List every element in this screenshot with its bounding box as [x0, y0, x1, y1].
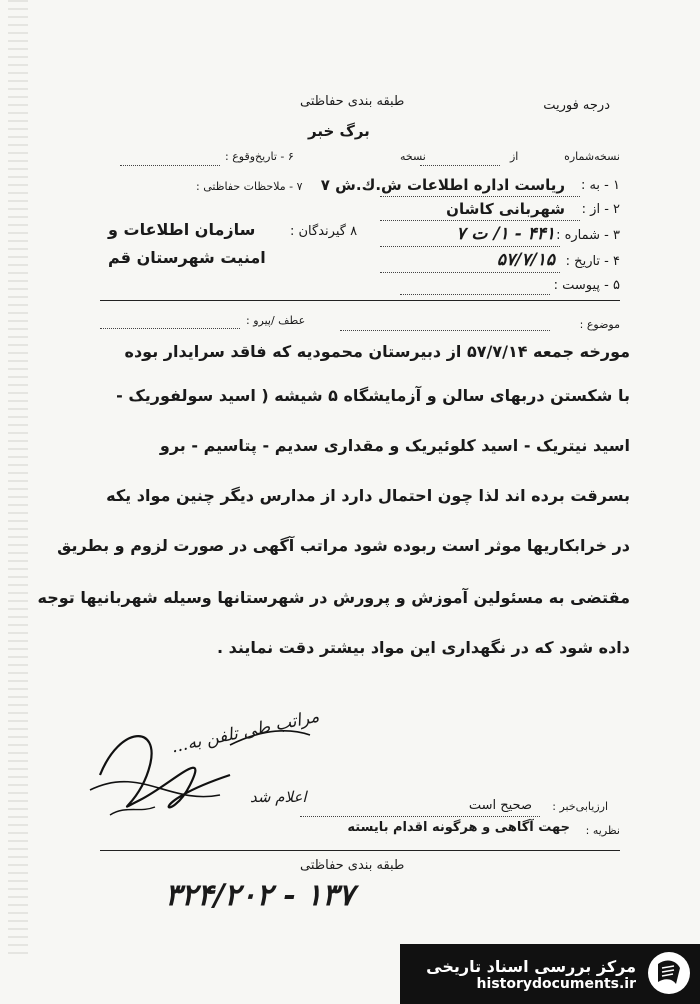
- eval-value: صحیح است: [468, 798, 532, 813]
- eval-line: [300, 816, 540, 817]
- to-label: ۱ - به :: [580, 178, 620, 193]
- binder-holes: [8, 0, 28, 960]
- from-value: شهربانی کاشان: [446, 200, 565, 218]
- banner-title: مرکز بررسی اسناد تاریخی: [426, 956, 636, 976]
- header-separator: [100, 300, 620, 301]
- body-line-6: مقتضی به مسئولین آموزش و پرورش در شهرستانها وسیله شهربانیها توجه: [37, 588, 630, 607]
- number-line: [380, 246, 560, 247]
- opinion-label: نظریه :: [585, 824, 620, 837]
- copy-word: نسخه: [400, 150, 426, 163]
- date-value: ۵۷/۷/۱۵: [496, 250, 555, 270]
- eval-label: ارزیابی‌خبر :: [552, 800, 608, 813]
- date-occurrence-line: [120, 165, 220, 166]
- classification-top: طبقه بندی حفاظتی: [300, 94, 405, 109]
- from-line: [380, 220, 580, 221]
- copy-label: نسخه‌شماره: [564, 150, 620, 163]
- body-line-5: در خرابکاریها موثر است ربوده شود مراتب آگهی در صورت لزوم و بطریق: [57, 536, 630, 555]
- handwritten-note-1: مراتب طی تلفن به...: [169, 706, 321, 758]
- recipients-value-2: امنیت شهرستان قم: [108, 248, 266, 267]
- body-line-7: داده شود که در نگهداری این مواد بیشتر دقت نمایند .: [217, 638, 630, 657]
- body-line-4: بسرقت برده اند لذا چون احتمال دارد از مدارس دیگر چنین مواد یکه: [106, 486, 630, 505]
- number-value: ۴۴۱ - ۱/ ت ۷: [456, 224, 555, 244]
- archive-number: ۳۲۴/۲۰۲ - ۱۳۷: [165, 878, 355, 913]
- to-line: [380, 196, 580, 197]
- attachment-label: ۵ - پیوست :: [553, 278, 620, 293]
- attachment-line: [400, 294, 550, 295]
- to-value: ریاست اداره اطلاعات ش.ك.ش ۷: [320, 176, 565, 194]
- body-line-2: با شکستن دربهای سالن و آزمایشگاه ۵ شیشه ( اسید سولفوریک -: [116, 386, 630, 405]
- opinion-value: جهت آگاهی و هرگونه اقدام بایسته: [347, 820, 570, 835]
- recipients-label: ۸ گیرندگان :: [290, 224, 358, 239]
- of-label: از: [510, 150, 519, 163]
- degree-label: درجه فوریت: [543, 98, 610, 113]
- from-label: ۲ - از :: [581, 202, 620, 217]
- banner-url[interactable]: historydocuments.ir: [476, 975, 636, 992]
- copy-number-line: [420, 165, 500, 166]
- number-label: ۳ - شماره :: [556, 228, 620, 243]
- ref-line: [100, 328, 240, 329]
- form-title: برگ خبر: [308, 122, 370, 140]
- classification-bottom: طبقه بندی حفاظتی: [300, 858, 405, 873]
- date-line: [380, 272, 560, 273]
- footer-separator: [100, 850, 620, 851]
- body-line-3: اسید نیتریک - اسید کلوئیریک و مقداری سدیم - پتاسیم - برو: [159, 436, 630, 455]
- recipients-value-1: سازمان اطلاعات و: [108, 220, 256, 239]
- subject-line: [340, 330, 550, 331]
- body-line-1: مورخه جمعه ۵۷/۷/۱۴ از دبیرستان محمودیه که فاقد سرایدار بوده: [124, 342, 630, 361]
- date-label: ۴ - تاریخ :: [565, 254, 620, 269]
- archive-logo-icon: [646, 950, 692, 996]
- subject-label: موضوع :: [579, 318, 620, 331]
- ref-label: عطف /پیرو :: [246, 314, 306, 327]
- security-notes-label: ۷ - ملاحظات حفاظتی :: [196, 180, 303, 193]
- date-occurrence-label: ۶ - تاریخ‌وقوع :: [225, 150, 294, 163]
- handwritten-note-2: اعلام شد: [250, 788, 307, 806]
